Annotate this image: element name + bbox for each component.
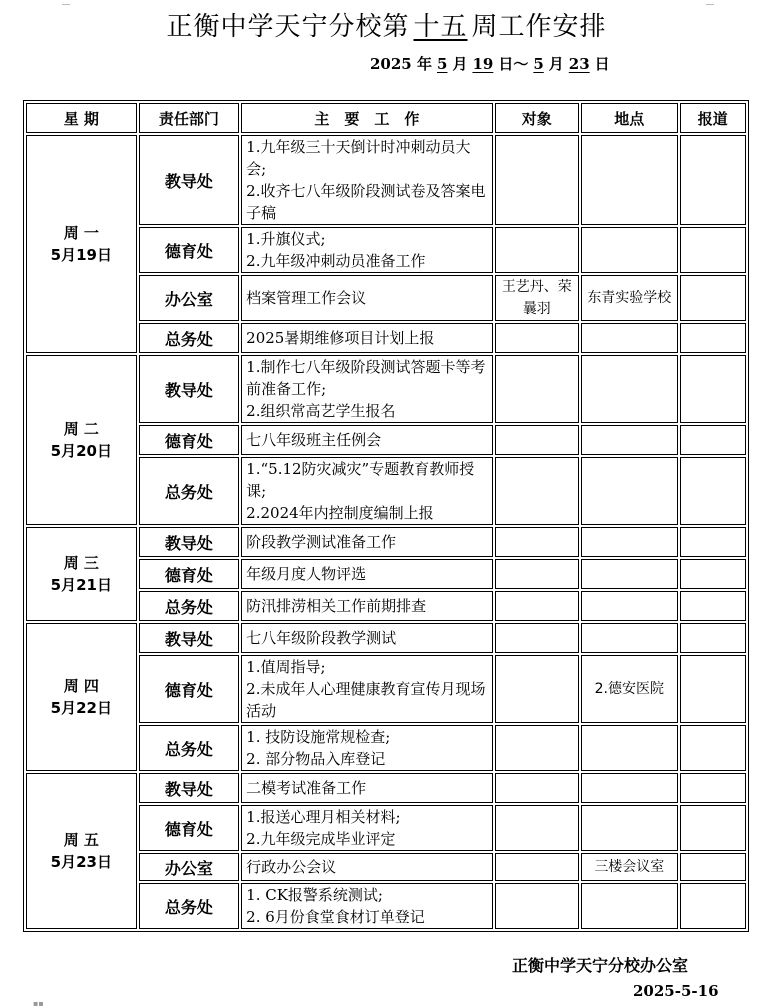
report-cell xyxy=(680,275,746,321)
table-row xyxy=(26,355,746,423)
dept-cell: 德育处 xyxy=(139,655,240,723)
report-cell xyxy=(680,853,746,881)
work-item: 行政办公会议 xyxy=(246,858,337,876)
day-cell xyxy=(26,355,137,525)
work-cell xyxy=(241,853,492,881)
location-cell xyxy=(581,591,678,621)
location-cell xyxy=(581,883,678,929)
work-cell xyxy=(241,805,492,851)
date-tilde: 日～ xyxy=(498,55,529,73)
work-cell xyxy=(241,425,492,455)
table-row xyxy=(26,135,746,225)
report-cell xyxy=(680,227,746,273)
date-label: 5月20日 xyxy=(50,442,112,460)
weekday-label: 周 四 xyxy=(63,677,99,695)
location-cell xyxy=(581,559,678,589)
dept-cell: 德育处 xyxy=(139,805,240,851)
report-cell xyxy=(680,591,746,621)
work-cell xyxy=(241,655,492,723)
dept-cell: 德育处 xyxy=(139,559,240,589)
corner-mark-left xyxy=(62,0,70,5)
dept-cell: 总务处 xyxy=(139,323,240,353)
location-cell xyxy=(581,135,678,225)
date-month-char-2: 月 xyxy=(548,55,564,73)
report-cell xyxy=(680,355,746,423)
work-item: 七八年级阶段教学测试 xyxy=(246,629,397,647)
location-cell: 2.德安医院 xyxy=(581,655,678,723)
dept-cell: 教导处 xyxy=(139,623,240,653)
dept-cell: 办公室 xyxy=(139,275,240,321)
target-cell xyxy=(495,655,579,723)
dept-cell: 教导处 xyxy=(139,135,240,225)
header-report: 报道 xyxy=(680,103,746,133)
target-cell xyxy=(495,773,579,803)
dept-cell: 教导处 xyxy=(139,527,240,557)
dept-cell: 总务处 xyxy=(139,883,240,929)
work-cell xyxy=(241,559,492,589)
title-prefix: 正衡中学天宁分校第 xyxy=(166,12,410,42)
report-cell xyxy=(680,527,746,557)
location-cell xyxy=(581,805,678,851)
target-cell xyxy=(495,559,579,589)
date-year-char: 年 xyxy=(416,55,432,73)
work-item: 防汛排涝相关工作前期排查 xyxy=(246,597,427,615)
target-cell xyxy=(495,805,579,851)
work-item: 2025暑期维修项目计划上报 xyxy=(246,329,435,347)
title-week-number: 十五 xyxy=(413,12,468,42)
schedule-table xyxy=(23,100,749,932)
work-item: 2. 部分物品入库登记 xyxy=(246,750,386,768)
date-range xyxy=(370,53,610,74)
work-item: 1. CK报警系统测试; xyxy=(246,886,383,904)
work-item: 1.报送心理月相关材料; xyxy=(246,808,401,826)
date-end-month: 5 xyxy=(533,55,544,73)
work-item: 2.九年级完成毕业评定 xyxy=(246,830,396,848)
work-item: 阶段教学测试准备工作 xyxy=(246,533,397,551)
day-cell xyxy=(26,623,137,771)
date-label: 5月23日 xyxy=(50,853,112,871)
dept-cell: 办公室 xyxy=(139,853,240,881)
report-cell xyxy=(680,559,746,589)
work-item: 1. 技防设施常规检查; xyxy=(246,728,391,746)
work-cell xyxy=(241,323,492,353)
date-end-day: 23 xyxy=(568,55,590,73)
work-cell xyxy=(241,457,492,525)
work-item: 年级月度人物评选 xyxy=(246,565,367,583)
date-label: 5月22日 xyxy=(50,699,112,717)
header-dept: 责任部门 xyxy=(139,103,240,133)
weekday-label: 周 一 xyxy=(63,224,99,242)
page-title xyxy=(0,6,773,43)
report-cell xyxy=(680,425,746,455)
work-item: 二模考试准备工作 xyxy=(246,779,367,797)
day-cell xyxy=(26,135,137,353)
work-item: 2.九年级冲刺动员准备工作 xyxy=(246,252,426,270)
report-cell xyxy=(680,655,746,723)
work-cell xyxy=(241,623,492,653)
weekday-label: 周 三 xyxy=(63,554,99,572)
work-item: 2.未成年人心理健康教育宣传月现场活动 xyxy=(246,680,486,720)
date-start-month: 5 xyxy=(437,55,448,73)
work-item: 1.九年级三十天倒计时冲刺动员大会; xyxy=(246,138,471,178)
date-label: 5月19日 xyxy=(50,246,112,264)
dept-cell: 总务处 xyxy=(139,725,240,771)
location-cell: 东青实验学校 xyxy=(581,275,678,321)
date-label: 5月21日 xyxy=(50,576,112,594)
target-cell xyxy=(495,591,579,621)
dept-cell: 教导处 xyxy=(139,773,240,803)
report-cell xyxy=(680,457,746,525)
title-suffix: 周工作安排 xyxy=(471,12,607,42)
target-cell xyxy=(495,623,579,653)
footer-date: 2025-5-16 xyxy=(633,982,719,1000)
location-cell xyxy=(581,323,678,353)
work-item: 七八年级班主任例会 xyxy=(246,431,382,449)
work-item: 2. 6月份食堂食材订单登记 xyxy=(246,908,425,926)
location-cell xyxy=(581,227,678,273)
target-cell xyxy=(495,135,579,225)
header-location: 地点 xyxy=(581,103,678,133)
weekday-label: 周 五 xyxy=(63,831,99,849)
work-item: 2.2024年内控制度编制上报 xyxy=(246,504,434,522)
report-cell xyxy=(680,623,746,653)
target-cell xyxy=(495,725,579,771)
table-row xyxy=(26,527,746,557)
work-item: 2.收齐七八年级阶段测试卷及答案电子稿 xyxy=(246,182,486,222)
report-cell xyxy=(680,805,746,851)
date-year: 2025 xyxy=(370,55,412,73)
target-cell xyxy=(495,527,579,557)
dept-cell: 德育处 xyxy=(139,227,240,273)
header-work: 主 要 工 作 xyxy=(241,103,492,133)
day-cell xyxy=(26,773,137,929)
dept-cell: 总务处 xyxy=(139,457,240,525)
target-cell xyxy=(495,323,579,353)
work-item: 1.“5.12防灾减灾”专题教育教师授课; xyxy=(246,460,475,500)
date-start-day: 19 xyxy=(472,55,494,73)
location-cell xyxy=(581,773,678,803)
work-cell xyxy=(241,527,492,557)
corner-mark-right xyxy=(706,0,714,5)
report-cell xyxy=(680,725,746,771)
work-cell xyxy=(241,883,492,929)
work-cell xyxy=(241,355,492,423)
report-cell xyxy=(680,323,746,353)
dept-cell: 总务处 xyxy=(139,591,240,621)
report-cell xyxy=(680,883,746,929)
target-cell xyxy=(495,425,579,455)
location-cell xyxy=(581,527,678,557)
location-cell xyxy=(581,623,678,653)
work-cell xyxy=(241,275,492,321)
work-item: 1.值周指导; xyxy=(246,658,326,676)
work-cell xyxy=(241,725,492,771)
work-cell xyxy=(241,135,492,225)
target-cell xyxy=(495,853,579,881)
footer-office: 正衡中学天宁分校办公室 xyxy=(512,956,689,975)
work-item: 1.升旗仪式; xyxy=(246,230,326,248)
work-cell xyxy=(241,227,492,273)
target-cell: 王艺丹、荣曩羽 xyxy=(495,275,579,321)
location-cell xyxy=(581,725,678,771)
report-cell xyxy=(680,773,746,803)
work-item: 2.组织常高艺学生报名 xyxy=(246,402,396,420)
dept-cell: 教导处 xyxy=(139,355,240,423)
date-day-char: 日 xyxy=(594,55,610,73)
work-item: 1.制作七八年级阶段测试答题卡等考前准备工作; xyxy=(246,358,486,398)
date-month-char: 月 xyxy=(452,55,468,73)
location-cell xyxy=(581,425,678,455)
location-cell xyxy=(581,355,678,423)
location-cell: 三楼会议室 xyxy=(581,853,678,881)
target-cell xyxy=(495,457,579,525)
header-day: 星 期 xyxy=(26,103,137,133)
corner-dots: ▪▪ xyxy=(33,999,44,1008)
report-cell xyxy=(680,135,746,225)
target-cell xyxy=(495,227,579,273)
location-cell xyxy=(581,457,678,525)
target-cell xyxy=(495,355,579,423)
work-cell xyxy=(241,591,492,621)
dept-cell: 德育处 xyxy=(139,425,240,455)
work-item: 档案管理工作会议 xyxy=(246,289,367,307)
day-cell xyxy=(26,527,137,621)
header-row xyxy=(26,103,746,133)
table-row xyxy=(26,623,746,653)
weekday-label: 周 二 xyxy=(63,420,99,438)
table-row xyxy=(26,773,746,803)
work-cell xyxy=(241,773,492,803)
target-cell xyxy=(495,883,579,929)
header-target: 对象 xyxy=(495,103,579,133)
